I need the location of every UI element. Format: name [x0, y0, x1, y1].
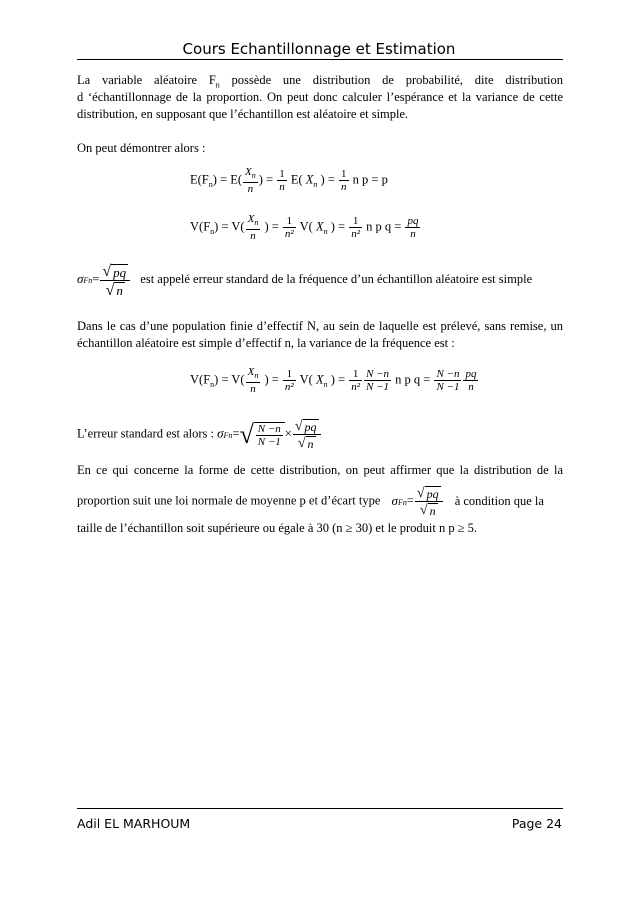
sigma-definition: σFn= $\frac{√ pq}{√ n}$ est appelé erreur standard de la fréquence d’un échantillon aléatoire est simple [77, 263, 533, 299]
standard-error-finite: L’erreur standard est alors : σFn=√ $\frac{N -n}{N -1}$ × $\frac{√ pq}{√ n}$ [77, 418, 563, 451]
equation-variance: $V(F_n) = V$( $\frac{X_n}{n}$ ) = $\frac{1}{\text{n²}}$ V( $X_n$ ) = $\frac{1}{\text{n²}}$ n p q = $\frac{pq}{n}$ [190, 213, 419, 243]
fraction-1-over-n-2: $\frac{1}{n}$ [341, 168, 347, 194]
fraction-sqrt-pq-over-sqrt-n: $\frac{√ pq}{√ n}$ [100, 262, 130, 298]
paragraph-3-line-2: échantillon aléatoire est simple d’effectif n, la variance de la fréquence est : [77, 336, 455, 350]
fraction-pq-over-n: $\frac{pq}{n}$ [407, 215, 419, 241]
fraction-finite-correction: $\frac{N -n}{N -1}$ [366, 368, 390, 394]
fraction-1-over-n2-2: $\frac{1}{\text{n²}}$ [351, 368, 360, 394]
fraction-1-over-n2: $\frac{1}{\text{n²}}$ [284, 368, 294, 394]
fraction-1-over-n2: $\frac{1}{\text{n²}}$ [284, 215, 294, 241]
sigma-symbol: σ [391, 492, 398, 508]
fraction-xn-over-n: $\frac{X_n}{n}$ [247, 366, 259, 396]
fraction-sqrt-pq-over-sqrt-n: $\frac{√ pq}{√ n}$ [293, 418, 321, 451]
paragraph-1-line-3: distribution, en supposant que l’échantillon est aléatoire et simple. [77, 107, 409, 121]
fraction-xn-over-n: $\frac{X_n}{n}$ [247, 213, 259, 243]
fraction-xn-over-n: $\frac{X_n}{n}$ [245, 166, 256, 196]
paragraph-2: On peut démontrer alors : [77, 141, 206, 155]
paragraph-3-line-1: Dans le cas d’une population finie d’effectif N, au sein de laquelle est prélevé, sans remise, un [77, 319, 563, 333]
sigma-symbol: σ [217, 425, 224, 441]
fraction-sqrt-pq-over-sqrt-n: $\frac{√ pq}{√ n}$ [415, 485, 443, 518]
paragraph-5-line-3: taille de l’échantillon soit supérieure ou égale à 30 (n ≥ 30) et le produit n p ≥ 5. [77, 521, 478, 535]
equation-expectation: $E(F_n) = E$( $\frac{X_n}{n}$ ) = $\frac{1}{n}$ E( $X_n$ ) = $\frac{1}{n}$ n p = p [190, 166, 388, 196]
paragraph-1-line-1: La variable aléatoire $F_n$ possède une distribution de probabilité, dite distribution [77, 73, 563, 90]
sqrt-finite-correction: √ $\frac{N -n}{N -1}$ [240, 420, 285, 450]
sigma-description: est appelé erreur standard de la fréquence d’un échantillon aléatoire est simple [140, 271, 533, 286]
page-header: Cours Echantillonnage et Estimation [182, 40, 456, 58]
footer-rule [77, 808, 563, 809]
fraction-pq-over-n: $\frac{pq}{n}$ [465, 368, 477, 394]
footer-author: Adil EL MARHOUM [77, 816, 191, 831]
fraction-1-over-n: $\frac{1}{n}$ [279, 168, 285, 194]
footer-page-number: Page 24 [511, 816, 562, 831]
fraction-1-over-n2-2: $\frac{1}{\text{n²}}$ [351, 215, 360, 241]
header-rule [77, 59, 563, 60]
paragraph-5-line-1: En ce qui concerne la forme de cette distribution, on peut affirmer que la distribution de la [77, 463, 563, 477]
equation-variance-finite: $V(F_n) = V$( $\frac{X_n}{n}$ ) = $\frac{1}{\text{n²}}$ V( $X_n$ ) = $\frac{1}{\text{n²}}$ $\frac{N -n}{N -1}$ n p q = $\frac{N -n}{N -1}$ $\frac{pq}{n}$ [190, 366, 477, 396]
fraction-finite-correction-2: $\frac{N -n}{N -1}$ [436, 368, 460, 394]
sigma-symbol: σ [77, 270, 84, 286]
paragraph-1-line-2: d ‘échantillonnage de la proportion. On peut donc calculer l’espérance et la variance de cette [77, 90, 563, 104]
paragraph-5-line-2: proportion suit une loi normale de moyenne p et d’écart type σFn= $\frac{√ pq}{√ n}$ à condition que la [77, 485, 544, 519]
